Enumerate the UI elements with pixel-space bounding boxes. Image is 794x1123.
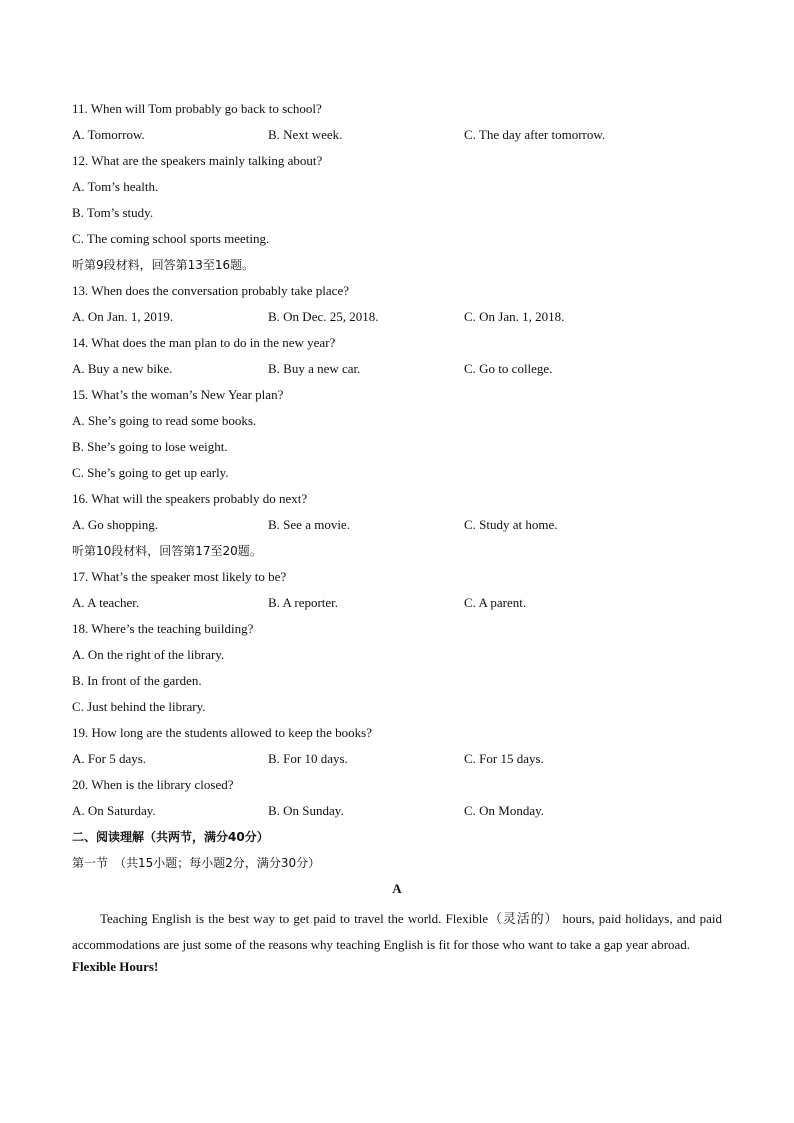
q20-option-a: A. On Saturday. bbox=[72, 803, 156, 818]
q17-option-b: B. A reporter. bbox=[268, 595, 339, 610]
q14-option-b: B. Buy a new car. bbox=[268, 361, 361, 376]
q14-option-a: A. Buy a new bike. bbox=[72, 361, 173, 376]
question-15-stem: 15. What’s the woman’s New Year plan? bbox=[72, 387, 284, 402]
q16-option-a: A. Go shopping. bbox=[72, 517, 158, 532]
passage-subheading: Flexible Hours! bbox=[72, 959, 159, 974]
question-14-options bbox=[72, 360, 722, 386]
question-11-stem: 11. When will Tom probably go back to school? bbox=[72, 101, 322, 116]
question-13-options bbox=[72, 308, 722, 334]
question-13-stem: 13. When does the conversation probably take place? bbox=[72, 283, 349, 298]
q13-option-c: C. On Jan. 1, 2018. bbox=[464, 309, 565, 324]
q18-option-a: A. On the right of the library. bbox=[72, 647, 225, 662]
q18-option-c: C. Just behind the library. bbox=[72, 699, 206, 714]
q11-option-a: A. Tomorrow. bbox=[72, 127, 145, 142]
exam-page bbox=[72, 100, 722, 984]
q12-option-c: C. The coming school sports meeting. bbox=[72, 231, 270, 246]
q16-option-c: C. Study at home. bbox=[464, 517, 558, 532]
q16-option-b: B. See a movie. bbox=[268, 517, 350, 532]
section-2-part-1: 第一节 （共15小题；每小题2分，满分30分） bbox=[72, 856, 321, 870]
q17-option-a: A. A teacher. bbox=[72, 595, 140, 610]
q13-option-a: A. On Jan. 1, 2019. bbox=[72, 309, 174, 324]
q15-option-c: C. She’s going to get up early. bbox=[72, 465, 229, 480]
passage-paragraph: Teaching English is the best way to get paid to travel the world. Flexible（灵活的） hours, paid holidays, and paid accommodations are just some of the reasons why teaching English is fit for those who want to take a gap year abroad. bbox=[72, 911, 722, 952]
question-17-stem: 17. What’s the speaker most likely to be? bbox=[72, 569, 287, 584]
q17-option-c: C. A parent. bbox=[464, 595, 527, 610]
question-19-stem: 19. How long are the students allowed to keep the books? bbox=[72, 725, 373, 740]
instruction-17-20: 听第10段材料，回答第17至20题。 bbox=[72, 544, 262, 558]
q11-option-c: C. The day after tomorrow. bbox=[464, 127, 606, 142]
q14-option-c: C. Go to college. bbox=[464, 361, 553, 376]
q13-option-b: B. On Dec. 25, 2018. bbox=[268, 309, 379, 324]
q15-option-b: B. She’s going to lose weight. bbox=[72, 439, 228, 454]
question-18-stem: 18. Where’s the teaching building? bbox=[72, 621, 254, 636]
question-20-options bbox=[72, 802, 722, 828]
question-12-stem: 12. What are the speakers mainly talking about? bbox=[72, 153, 323, 168]
q12-option-a: A. Tom’s health. bbox=[72, 179, 159, 194]
question-19-options bbox=[72, 750, 722, 776]
question-16-stem: 16. What will the speakers probably do next? bbox=[72, 491, 308, 506]
question-14-stem: 14. What does the man plan to do in the new year? bbox=[72, 335, 336, 350]
q15-option-a: A. She’s going to read some books. bbox=[72, 413, 257, 428]
instruction-13-16: 听第9段材料，回答第13至16题。 bbox=[72, 258, 255, 272]
q20-option-b: B. On Sunday. bbox=[268, 803, 344, 818]
q20-option-c: C. On Monday. bbox=[464, 803, 545, 818]
q19-option-b: B. For 10 days. bbox=[268, 751, 348, 766]
q18-option-b: B. In front of the garden. bbox=[72, 673, 202, 688]
question-20-stem: 20. When is the library closed? bbox=[72, 777, 234, 792]
q12-option-b: B. Tom’s study. bbox=[72, 205, 154, 220]
q19-option-a: A. For 5 days. bbox=[72, 751, 147, 766]
q19-option-c: C. For 15 days. bbox=[464, 751, 544, 766]
question-17-options bbox=[72, 594, 722, 620]
section-2-title: 二、阅读理解（共两节，满分40分） bbox=[72, 830, 269, 844]
question-11-options bbox=[72, 126, 722, 152]
question-16-options bbox=[72, 516, 722, 542]
passage-label: A bbox=[392, 881, 402, 896]
q11-option-b: B. Next week. bbox=[268, 127, 343, 142]
